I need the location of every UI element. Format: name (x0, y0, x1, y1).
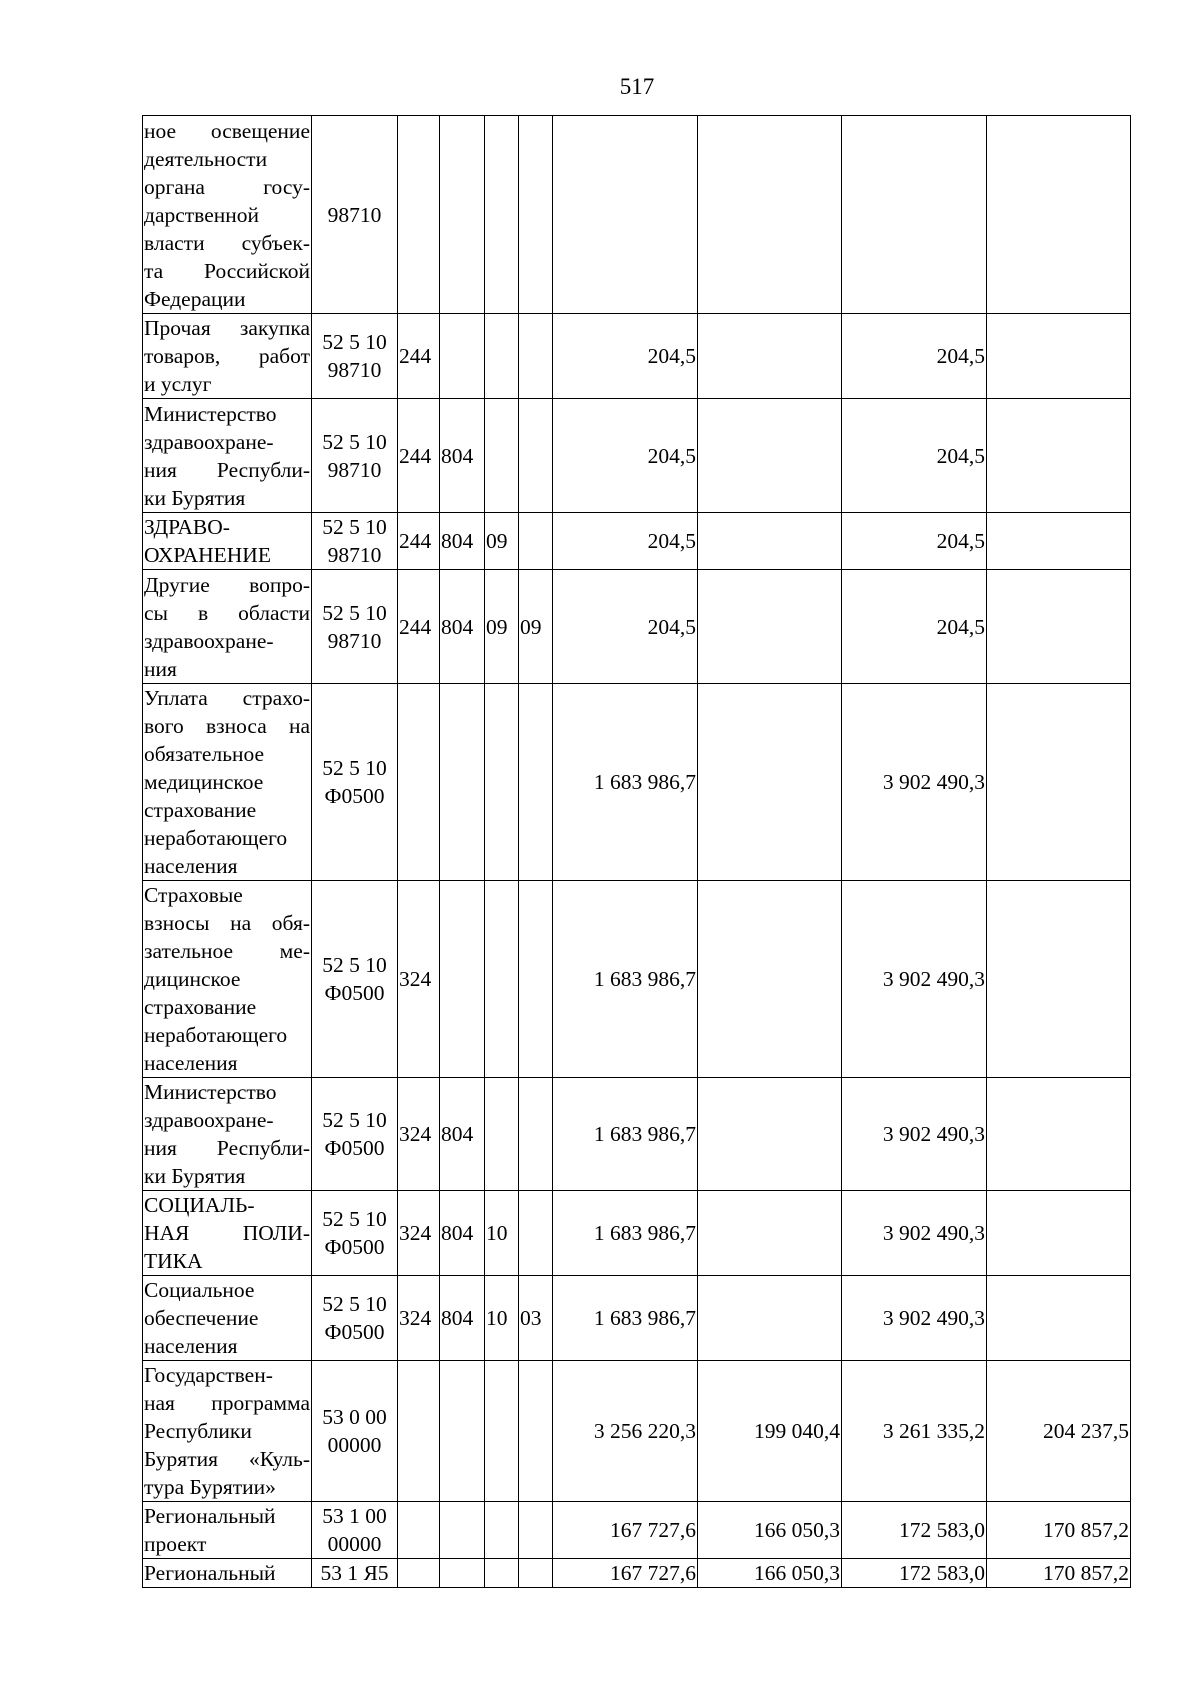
ministry-code-cell: 804 (440, 399, 485, 513)
target-article-code-line: 52 5 10 (322, 1108, 387, 1132)
row-name-line: Страховые (144, 883, 243, 907)
amount-total-year2-cell: 3 902 490,3 (842, 881, 987, 1078)
section-code-cell: 10 (485, 1276, 519, 1361)
subsection-code-cell (519, 513, 553, 570)
table-row (143, 1078, 1131, 1191)
row-name-line: медицинское (144, 770, 264, 794)
row-name-line: дарственной (144, 202, 260, 227)
row-name-line: ки Бурятия (144, 485, 246, 510)
expense-type-cell: 324 (398, 881, 440, 1078)
expense-type-cell: 324 (398, 1078, 440, 1191)
ministry-code-cell (440, 684, 485, 881)
table-row (143, 513, 1131, 570)
ministry-code-cell (440, 1361, 485, 1502)
ministry-code-cell: 804 (440, 1078, 485, 1191)
amount-total-year2-cell (842, 116, 987, 314)
section-code-cell (485, 1361, 519, 1502)
row-name-line: Министерство (144, 401, 277, 426)
row-name-line: Другие вопро- (144, 572, 310, 597)
row-name-line: населения (144, 854, 238, 878)
expense-type-cell (398, 684, 440, 881)
row-name-line: ное освещение (144, 118, 310, 143)
row-name-cell (143, 684, 312, 881)
amount-federal-year1-cell (698, 570, 842, 684)
table-row (143, 1559, 1131, 1588)
row-name-cell (143, 1502, 312, 1559)
target-article-code-cell (312, 684, 398, 881)
table-row (143, 116, 1131, 314)
amount-federal-year1-cell: 166 050,3 (698, 1559, 842, 1588)
subsection-code-cell (519, 1191, 553, 1276)
target-article-code-line: 52 5 10 (322, 429, 387, 454)
target-article-code-line: 52 5 10 (322, 330, 387, 354)
row-name-line: Федерации (144, 286, 246, 311)
target-article-code-cell (312, 570, 398, 684)
amount-total-year1-cell: 1 683 986,7 (553, 1276, 698, 1361)
amount-federal-year1-cell (698, 116, 842, 314)
subsection-code-cell: 03 (519, 1276, 553, 1361)
row-name-line: та Российской (144, 258, 310, 283)
amount-federal-year2-cell: 170 857,2 (987, 1559, 1131, 1588)
row-name-line: взносы на обя- (144, 911, 310, 935)
row-name-cell (143, 881, 312, 1078)
target-article-code-line: 53 1 Я5 (320, 1561, 389, 1585)
row-name-cell (143, 1361, 312, 1502)
amount-federal-year1-cell (698, 513, 842, 570)
row-name-line: неработающего (144, 826, 288, 850)
row-name-line: ния (144, 656, 177, 681)
subsection-code-cell (519, 1502, 553, 1559)
target-article-code-cell (312, 399, 398, 513)
amount-federal-year1-cell (698, 314, 842, 399)
row-name-line: власти субъек- (144, 230, 310, 255)
amount-total-year1-cell: 167 727,6 (553, 1559, 698, 1588)
amount-total-year1-cell (553, 116, 698, 314)
amount-federal-year2-cell (987, 684, 1131, 881)
row-name-cell (143, 570, 312, 684)
row-name-line: ТИКА (144, 1249, 203, 1273)
subsection-code-cell (519, 1361, 553, 1502)
target-article-code-line: 98710 (327, 358, 382, 382)
section-code-cell (485, 881, 519, 1078)
amount-total-year1-cell: 204,5 (553, 399, 698, 513)
row-name-line: СОЦИАЛЬ- (144, 1193, 255, 1217)
target-article-code-line: 52 5 10 (322, 1207, 387, 1231)
target-article-code-cell (312, 314, 398, 399)
target-article-code-cell (312, 116, 398, 314)
target-article-code-line: 98710 (327, 457, 382, 482)
table-row (143, 399, 1131, 513)
ministry-code-cell: 804 (440, 1191, 485, 1276)
amount-federal-year2-cell (987, 570, 1131, 684)
section-code-cell (485, 116, 519, 314)
row-name-line: НАЯ ПОЛИ- (144, 1221, 310, 1245)
section-code-cell: 09 (485, 570, 519, 684)
amount-total-year1-cell: 204,5 (553, 513, 698, 570)
subsection-code-cell (519, 1559, 553, 1588)
table-row (143, 1191, 1131, 1276)
amount-federal-year1-cell (698, 881, 842, 1078)
amount-total-year1-cell: 1 683 986,7 (553, 1191, 698, 1276)
amount-federal-year2-cell (987, 399, 1131, 513)
row-name-line: Прочая закупка (144, 316, 310, 340)
ministry-code-cell: 804 (440, 570, 485, 684)
amount-federal-year1-cell (698, 399, 842, 513)
row-name-line: обязательное (144, 742, 265, 766)
section-code-cell (485, 1559, 519, 1588)
target-article-code-line: 52 5 10 (322, 600, 387, 625)
section-code-cell: 09 (485, 513, 519, 570)
row-name-line: ки Бурятия (144, 1164, 246, 1188)
table-row (143, 1502, 1131, 1559)
expense-type-cell (398, 1502, 440, 1559)
row-name-line: деятельности (144, 146, 268, 171)
row-name-line: Уплата страхо- (144, 686, 310, 710)
row-name-line: зательное ме- (144, 939, 310, 963)
subsection-code-cell (519, 399, 553, 513)
row-name-cell (143, 1078, 312, 1191)
target-article-code-cell (312, 1361, 398, 1502)
row-name-line: здравоохране- (144, 1108, 274, 1132)
amount-total-year2-cell: 204,5 (842, 570, 987, 684)
target-article-code-line: Ф0500 (324, 1235, 385, 1259)
target-article-code-line: 53 0 00 (322, 1405, 387, 1429)
expense-type-cell: 244 (398, 314, 440, 399)
ministry-code-cell (440, 1502, 485, 1559)
budget-table (142, 115, 1131, 1588)
amount-total-year2-cell: 204,5 (842, 399, 987, 513)
target-article-code-line: 52 5 10 (322, 756, 387, 780)
amount-federal-year1-cell (698, 684, 842, 881)
table-row (143, 684, 1131, 881)
section-code-cell: 10 (485, 1191, 519, 1276)
row-name-cell (143, 1191, 312, 1276)
row-name-line: населения (144, 1334, 238, 1358)
target-article-code-cell (312, 881, 398, 1078)
page-number: 517 (619, 74, 655, 99)
target-article-code-line: 98710 (327, 628, 382, 653)
row-name-line: тура Бурятии» (144, 1475, 276, 1499)
amount-total-year2-cell: 3 261 335,2 (842, 1361, 987, 1502)
row-name-line: ОХРАНЕНИЕ (144, 543, 271, 567)
amount-total-year1-cell: 204,5 (553, 314, 698, 399)
row-name-line: здравоохране- (144, 628, 274, 653)
target-article-code-line: 98710 (327, 543, 382, 567)
amount-federal-year1-cell (698, 1078, 842, 1191)
section-code-cell (485, 314, 519, 399)
row-name-line: ния Республи- (144, 457, 310, 482)
row-name-line: Республики (144, 1419, 252, 1443)
target-article-code-line: 52 5 10 (322, 515, 387, 539)
amount-federal-year2-cell (987, 1276, 1131, 1361)
expense-type-cell (398, 116, 440, 314)
amount-federal-year2-cell: 170 857,2 (987, 1502, 1131, 1559)
amount-total-year2-cell: 172 583,0 (842, 1559, 987, 1588)
amount-federal-year1-cell: 199 040,4 (698, 1361, 842, 1502)
row-name-line: Региональный (144, 1561, 276, 1585)
amount-federal-year2-cell (987, 116, 1131, 314)
row-name-line: вого взноса на (144, 714, 310, 738)
row-name-cell (143, 1559, 312, 1588)
amount-total-year2-cell: 172 583,0 (842, 1502, 987, 1559)
target-article-code-cell (312, 1559, 398, 1588)
row-name-line: Социальное (144, 1278, 255, 1302)
target-article-code-cell (312, 1276, 398, 1361)
target-article-code-line: Ф0500 (324, 1136, 385, 1160)
expense-type-cell: 324 (398, 1191, 440, 1276)
row-name-line: Министерство (144, 1080, 277, 1104)
row-name-cell (143, 314, 312, 399)
target-article-code-line: 52 5 10 (322, 953, 387, 977)
row-name-line: неработающего (144, 1023, 288, 1047)
target-article-code-line: Ф0500 (324, 981, 385, 1005)
table-row (143, 570, 1131, 684)
expense-type-cell: 324 (398, 1276, 440, 1361)
row-name-cell (143, 399, 312, 513)
target-article-code-line: 00000 (327, 1433, 382, 1457)
subsection-code-cell (519, 881, 553, 1078)
subsection-code-cell (519, 684, 553, 881)
row-name-line: дицинское (144, 967, 241, 991)
row-name-cell (143, 513, 312, 570)
target-article-code-cell (312, 1191, 398, 1276)
target-article-code-line: 98710 (327, 202, 382, 227)
amount-federal-year2-cell (987, 881, 1131, 1078)
table-row (143, 1361, 1131, 1502)
expense-type-cell (398, 1559, 440, 1588)
ministry-code-cell (440, 116, 485, 314)
subsection-code-cell (519, 1078, 553, 1191)
target-article-code-cell (312, 1078, 398, 1191)
row-name-line: ная программа (144, 1391, 310, 1415)
row-name-cell (143, 116, 312, 314)
amount-federal-year1-cell (698, 1191, 842, 1276)
row-name-line: Региональный (144, 1504, 276, 1528)
table-row (143, 1276, 1131, 1361)
amount-federal-year2-cell (987, 1078, 1131, 1191)
amount-total-year2-cell: 3 902 490,3 (842, 1191, 987, 1276)
amount-total-year1-cell: 1 683 986,7 (553, 684, 698, 881)
expense-type-cell: 244 (398, 513, 440, 570)
row-name-line: Бурятия «Куль- (144, 1447, 310, 1471)
section-code-cell (485, 399, 519, 513)
amount-total-year2-cell: 204,5 (842, 513, 987, 570)
row-name-line: сы в области (144, 600, 310, 625)
amount-federal-year2-cell (987, 314, 1131, 399)
target-article-code-line: 52 5 10 (322, 1292, 387, 1316)
table-row (143, 881, 1131, 1078)
amount-federal-year1-cell: 166 050,3 (698, 1502, 842, 1559)
row-name-line: ния Республи- (144, 1136, 310, 1160)
ministry-code-cell (440, 881, 485, 1078)
row-name-line: обеспечение (144, 1306, 259, 1330)
expense-type-cell (398, 1361, 440, 1502)
amount-total-year1-cell: 1 683 986,7 (553, 881, 698, 1078)
ministry-code-cell (440, 314, 485, 399)
row-name-line: страхование (144, 798, 257, 822)
ministry-code-cell: 804 (440, 513, 485, 570)
row-name-line: органа госу- (144, 174, 310, 199)
target-article-code-line: Ф0500 (324, 1320, 385, 1344)
amount-federal-year2-cell (987, 513, 1131, 570)
amount-total-year2-cell: 204,5 (842, 314, 987, 399)
amount-total-year1-cell: 204,5 (553, 570, 698, 684)
row-name-line: Государствен- (144, 1363, 273, 1387)
expense-type-cell: 244 (398, 399, 440, 513)
subsection-code-cell (519, 116, 553, 314)
section-code-cell (485, 1502, 519, 1559)
target-article-code-line: Ф0500 (324, 784, 385, 808)
row-name-line: и услуг (144, 372, 212, 396)
subsection-code-cell (519, 314, 553, 399)
row-name-line: товаров, работ (144, 344, 310, 368)
amount-total-year1-cell: 1 683 986,7 (553, 1078, 698, 1191)
amount-total-year2-cell: 3 902 490,3 (842, 1078, 987, 1191)
row-name-line: населения (144, 1051, 238, 1075)
target-article-code-cell (312, 1502, 398, 1559)
target-article-code-line: 00000 (327, 1532, 382, 1556)
ministry-code-cell: 804 (440, 1276, 485, 1361)
subsection-code-cell: 09 (519, 570, 553, 684)
row-name-line: здравоохране- (144, 429, 274, 454)
section-code-cell (485, 684, 519, 881)
row-name-line: проект (144, 1532, 207, 1556)
row-name-line: ЗДРАВО- (144, 515, 230, 539)
amount-total-year2-cell: 3 902 490,3 (842, 684, 987, 881)
amount-total-year2-cell: 3 902 490,3 (842, 1276, 987, 1361)
amount-total-year1-cell: 167 727,6 (553, 1502, 698, 1559)
target-article-code-cell (312, 513, 398, 570)
amount-federal-year2-cell: 204 237,5 (987, 1361, 1131, 1502)
row-name-cell (143, 1276, 312, 1361)
amount-federal-year2-cell (987, 1191, 1131, 1276)
target-article-code-line: 53 1 00 (322, 1504, 387, 1528)
table-row (143, 314, 1131, 399)
amount-total-year1-cell: 3 256 220,3 (553, 1361, 698, 1502)
expense-type-cell: 244 (398, 570, 440, 684)
ministry-code-cell (440, 1559, 485, 1588)
section-code-cell (485, 1078, 519, 1191)
amount-federal-year1-cell (698, 1276, 842, 1361)
row-name-line: страхование (144, 995, 257, 1019)
